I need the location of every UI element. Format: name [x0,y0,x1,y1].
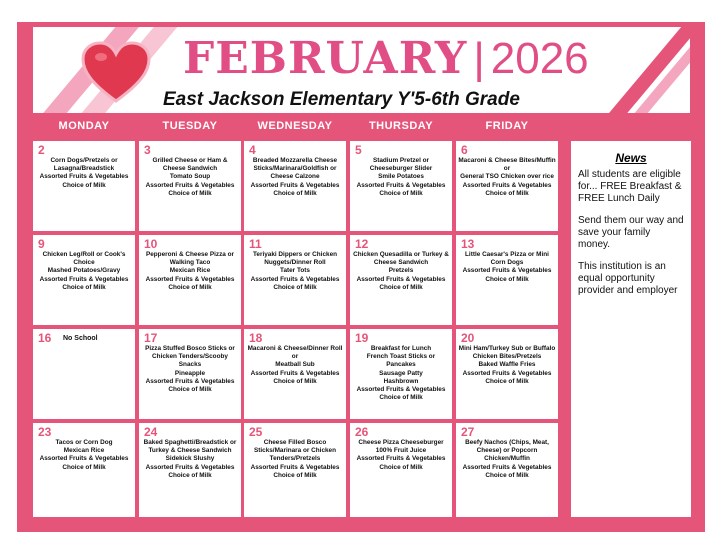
news-paragraph: All students are eligible for... FREE Breakfast & FREE Lunch Daily [578,169,682,204]
menu-text: Baked Spaghetti/Breadstick or Turkey & Cheese Sandwich Sidekick Slushy Assorted Fruits & Vegetables Choice of Milk [143,439,237,479]
day-number: 27 [461,425,475,439]
day-header-monday: MONDAY [58,120,110,132]
calendar-day-cell [33,329,135,419]
day-number: 3 [144,143,151,157]
calendar-day-cell [244,423,346,517]
calendar-day-cell [350,141,452,231]
calendar-day-cell [350,235,452,325]
day-number: 23 [38,425,52,439]
menu-text: Pepperoni & Cheese Pizza or Walking Taco Mexican Rice Assorted Fruits & Vegetables Choice of Milk [145,251,235,291]
news-paragraph: This institution is an equal opportunity provider and employer [578,261,678,296]
menu-text: Chicken Quesadilla or Turkey & Cheese Sandwich Pretzels Assorted Fruits & Vegetables Choice of Milk [353,251,449,291]
day-header-friday: FRIDAY [485,120,529,132]
title-separator: | [473,34,485,83]
day-header-wednesday: WEDNESDAY [257,120,333,132]
heart-icon [81,41,151,103]
menu-text: Mini Ham/Turkey Sub or Buffalo Chicken Bites/Pretzels Baked Waffle Fries Assorted Fruits & Vegetables Choice of Milk [458,345,556,385]
calendar-day-cell [350,423,452,517]
day-header-thursday: THURSDAY [368,120,434,132]
calendar-day-cell [33,423,135,517]
menu-text: Tacos or Corn Dog Mexican Rice Assorted Fruits & Vegetables Choice of Milk [39,439,129,471]
calendar-day-cell [139,141,241,231]
day-number: 26 [355,425,369,439]
menu-text: Chicken Leg/Roll or Cook's Choice Mashed Potatoes/Gravy Assorted Fruits & Vegetables Choice of Milk [39,251,129,291]
day-number: 16 [38,331,52,345]
menu-text: Grilled Cheese or Ham & Cheese Sandwich Tomato Soup Assorted Fruits & Vegetables Choice of Milk [145,157,235,197]
day-number: 2 [38,143,45,157]
title-year: 2026 [490,34,589,83]
calendar-day-cell [33,141,135,231]
menu-text: Breaded Mozzarella Cheese Sticks/Marinara/Goldfish or Cheese Calzone Assorted Fruits & Vegetables Choice of Milk [250,157,340,197]
news-title: News [615,151,647,165]
menu-text: Macaroni & Cheese Bites/Muffin or General TSO Chicken over rice Assorted Fruits & Vegetables Choice of Milk [458,157,556,197]
menu-text: Beefy Nachos (Chips, Meat, Cheese) or Popcorn Chicken/Muffin Assorted Fruits & Vegetables Choice of Milk [462,439,552,479]
day-number: 20 [461,331,475,345]
menu-text: No School [63,335,98,342]
page-title [183,33,589,89]
calendar-day-cell [456,423,558,517]
day-number: 5 [355,143,362,157]
calendar-day-cell [350,329,452,419]
day-number: 18 [249,331,263,345]
day-number: 17 [144,331,158,345]
header-banner [33,27,690,113]
menu-text: Cheese Pizza Cheeseburger 100% Fruit Juice Assorted Fruits & Vegetables Choice of Milk [356,439,446,471]
day-number: 4 [249,143,256,157]
calendar-day-cell [244,329,346,419]
day-number: 11 [249,237,262,251]
calendar-day-cell [139,423,241,517]
calendar-day-cell [139,329,241,419]
calendar-day-cell [244,141,346,231]
calendar-day-cell [456,235,558,325]
calendar-day-cell [456,329,558,419]
menu-text: Breakfast for Lunch French Toast Sticks or Pancakes Sausage Patty Hashbrown Assorted Fruits & Vegetables Choice of Milk [356,345,446,402]
day-number: 6 [461,143,468,157]
calendar-day-cell [244,235,346,325]
menu-text: Corn Dogs/Pretzels or Lasagna/Breadstick Assorted Fruits & Vegetables Choice of Milk [39,157,129,189]
calendar-day-cell [456,141,558,231]
news-panel [571,141,691,517]
day-number: 10 [144,237,158,251]
day-number: 19 [355,331,369,345]
title-month: FEBRUARY [183,33,468,84]
day-number: 9 [38,237,45,251]
news-paragraph: Send them our way and save your family money. [578,215,684,250]
menu-text: Stadium Pretzel or Cheeseburger Slider Smile Potatoes Assorted Fruits & Vegetables Choice of Milk [356,157,446,197]
calendar-day-cell [139,235,241,325]
menu-text: Macaroni & Cheese/Dinner Roll or Meatball Sub Assorted Fruits & Vegetables Choice of Milk [247,345,343,385]
menu-text: Teriyaki Dippers or Chicken Nuggets/Dinner Roll Tater Tots Assorted Fruits & Vegetables Choice of Milk [250,251,340,291]
menu-text: Little Caesar's Pizza or Mini Corn Dogs Assorted Fruits & Vegetables Choice of Milk [462,251,552,283]
menu-text: Pizza Stuffed Bosco Sticks or Chicken Tenders/Scooby Snacks Pineapple Assorted Fruits & Vegetables Choice of Milk [145,345,235,394]
day-number: 13 [461,237,475,251]
day-header-tuesday: TUESDAY [162,120,218,132]
day-number: 12 [355,237,369,251]
school-name: East Jackson Elementary Y'5-6th Grade [163,89,520,110]
menu-text: Cheese Filled Bosco Sticks/Marinara or Chicken Tenders/Pretzels Assorted Fruits & Vegetables Choice of Milk [250,439,340,479]
day-number: 25 [249,425,263,439]
calendar-day-cell [33,235,135,325]
day-number: 24 [144,425,158,439]
